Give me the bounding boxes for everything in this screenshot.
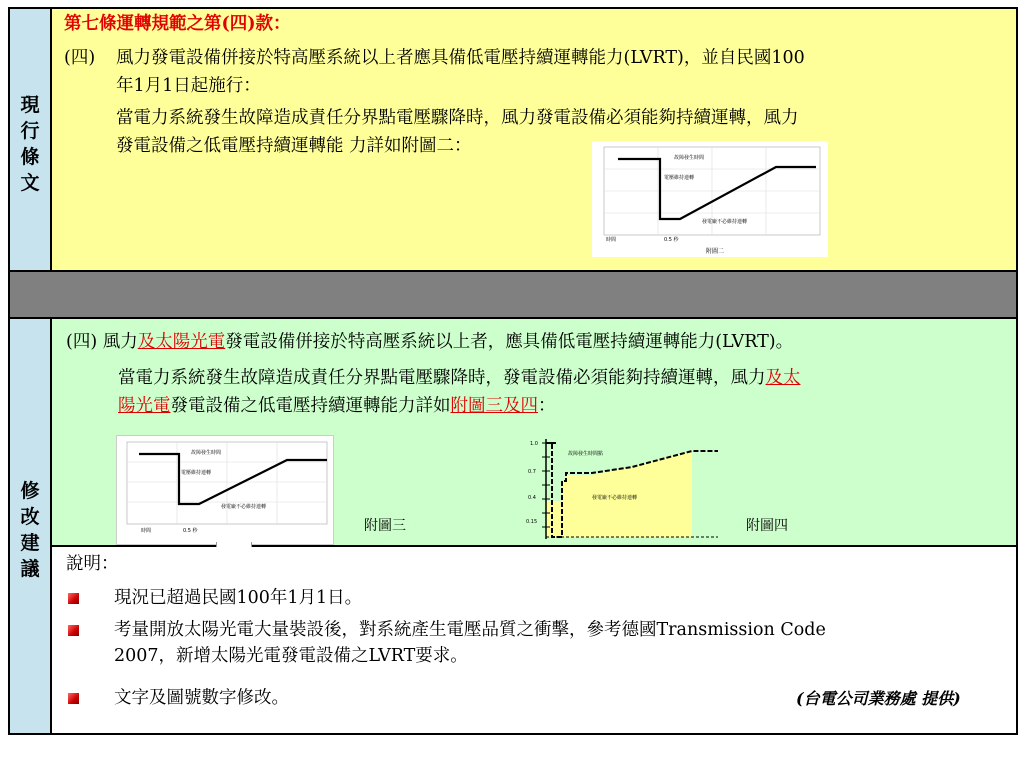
svg-text:0.5 秒: 0.5 秒 xyxy=(664,237,679,243)
revised-line-2-highlight: 及太 xyxy=(765,368,801,388)
current-sidebar xyxy=(10,9,52,270)
comparison-table xyxy=(8,7,1018,735)
svg-text:0.15: 0.15 xyxy=(526,519,538,525)
svg-text:0.7: 0.7 xyxy=(528,469,536,475)
svg-text:0.5 秒: 0.5 秒 xyxy=(183,528,198,534)
svg-text:發電廠不必維持連轉: 發電廠不必維持連轉 xyxy=(221,504,267,510)
note-item-2-line-2: 2007，新增太陽光電發電設備之LVRT要求。 xyxy=(114,646,468,666)
svg-text:故障發生時間點: 故障發生時間點 xyxy=(568,451,604,457)
revised-side-label-1: 修 xyxy=(20,480,40,502)
current-line-1: 風力發電設備併接於特高壓系統以上者應具備低電壓持續運轉能力(LVRT)，並自民國100 xyxy=(116,48,805,68)
revised-figure-ref: 附圖三及四 xyxy=(450,396,538,416)
current-rule-content xyxy=(52,9,1016,270)
revised-line-2 xyxy=(118,365,801,392)
revised-line-1-a: (四) 風力 xyxy=(66,332,138,352)
note-item-1: 現況已超過民國100年1月1日。 xyxy=(114,588,363,608)
revised-side-label-2: 改 xyxy=(20,506,40,528)
svg-text:電壓維持連轉: 電壓維持連轉 xyxy=(664,175,695,181)
figure-4-graph xyxy=(522,433,728,545)
revised-line-3-b: 發電設備之低電壓持續運轉能力詳如 xyxy=(170,396,451,416)
revised-side-label-3: 建 xyxy=(20,532,40,554)
current-line-2: 年1月1日起施行： xyxy=(116,76,261,96)
svg-text:電壓維持連轉: 電壓維持連轉 xyxy=(181,470,212,476)
figure-4-caption: 附圖四 xyxy=(746,518,788,534)
revised-line-1-c: 發電設備併接於特高壓系統以上者，應具備低電壓持續運轉能力(LVRT)。 xyxy=(225,332,794,352)
notes-heading: 說明： xyxy=(66,554,119,574)
revised-side-label-4: 議 xyxy=(20,558,40,580)
bullet-icon xyxy=(68,593,79,604)
bullet-icon xyxy=(68,625,79,636)
figure-3-graph xyxy=(116,435,334,545)
revised-line-3-d: ： xyxy=(538,396,556,416)
revised-line-2-a: 當電力系統發生故障造成責任分界點電壓驟降時，發電設備必須能夠持續運轉，風力 xyxy=(118,368,766,388)
revised-rule-content xyxy=(52,319,1016,547)
svg-text:發電廠不必維持連轉: 發電廠不必維持連轉 xyxy=(702,219,748,225)
svg-text:0.4: 0.4 xyxy=(528,495,536,501)
current-side-label-4: 文 xyxy=(20,172,40,194)
current-side-label-3: 條 xyxy=(20,146,40,168)
notes-section xyxy=(52,547,1016,733)
current-rule-row xyxy=(10,9,1016,272)
bullet-icon xyxy=(68,693,79,704)
svg-text:發電廠不必維持連轉: 發電廠不必維持連轉 xyxy=(592,495,638,501)
revised-sidebar xyxy=(10,319,52,733)
revised-line-1-highlight: 及太陽光電 xyxy=(137,332,226,352)
current-item-marker: (四) xyxy=(64,48,96,68)
note-item-2-line-1: 考量開放太陽光電大量裝設後，對系統產生電壓品質之衝擊，參考德國Transmission Code xyxy=(114,620,826,640)
figure-3-caption: 附圖三 xyxy=(364,518,406,534)
revised-line-1 xyxy=(66,329,793,356)
credit-text: (台電公司業務處 提供) xyxy=(796,689,961,708)
current-side-label-2: 行 xyxy=(20,120,40,142)
svg-text:故障發生時間: 故障發生時間 xyxy=(674,155,705,161)
current-heading: 第七條運轉規範之第(四)款： xyxy=(64,14,291,34)
revised-line-3 xyxy=(118,393,556,420)
current-line-3: 當電力系統發生故障造成責任分界點電壓驟降時，風力發電設備必須能夠持續運轉，風力 xyxy=(116,108,799,128)
figure-2-caption: 附圖二 xyxy=(706,248,725,255)
revised-rule-row xyxy=(10,319,1016,733)
revised-line-3-highlight: 陽光電 xyxy=(118,396,171,416)
separator-row xyxy=(10,272,1016,319)
current-line-4: 發電設備之低電壓持續運轉能 力詳如附圖二： xyxy=(116,136,472,156)
svg-text:時間: 時間 xyxy=(606,237,617,243)
note-item-3: 文字及圖號數字修改。 xyxy=(114,688,289,708)
svg-text:故障發生時間: 故障發生時間 xyxy=(191,450,222,456)
figure-2-graph xyxy=(592,141,828,257)
svg-text:1.0: 1.0 xyxy=(530,441,538,447)
svg-text:時間: 時間 xyxy=(141,528,152,534)
current-side-label-1: 現 xyxy=(20,94,40,116)
